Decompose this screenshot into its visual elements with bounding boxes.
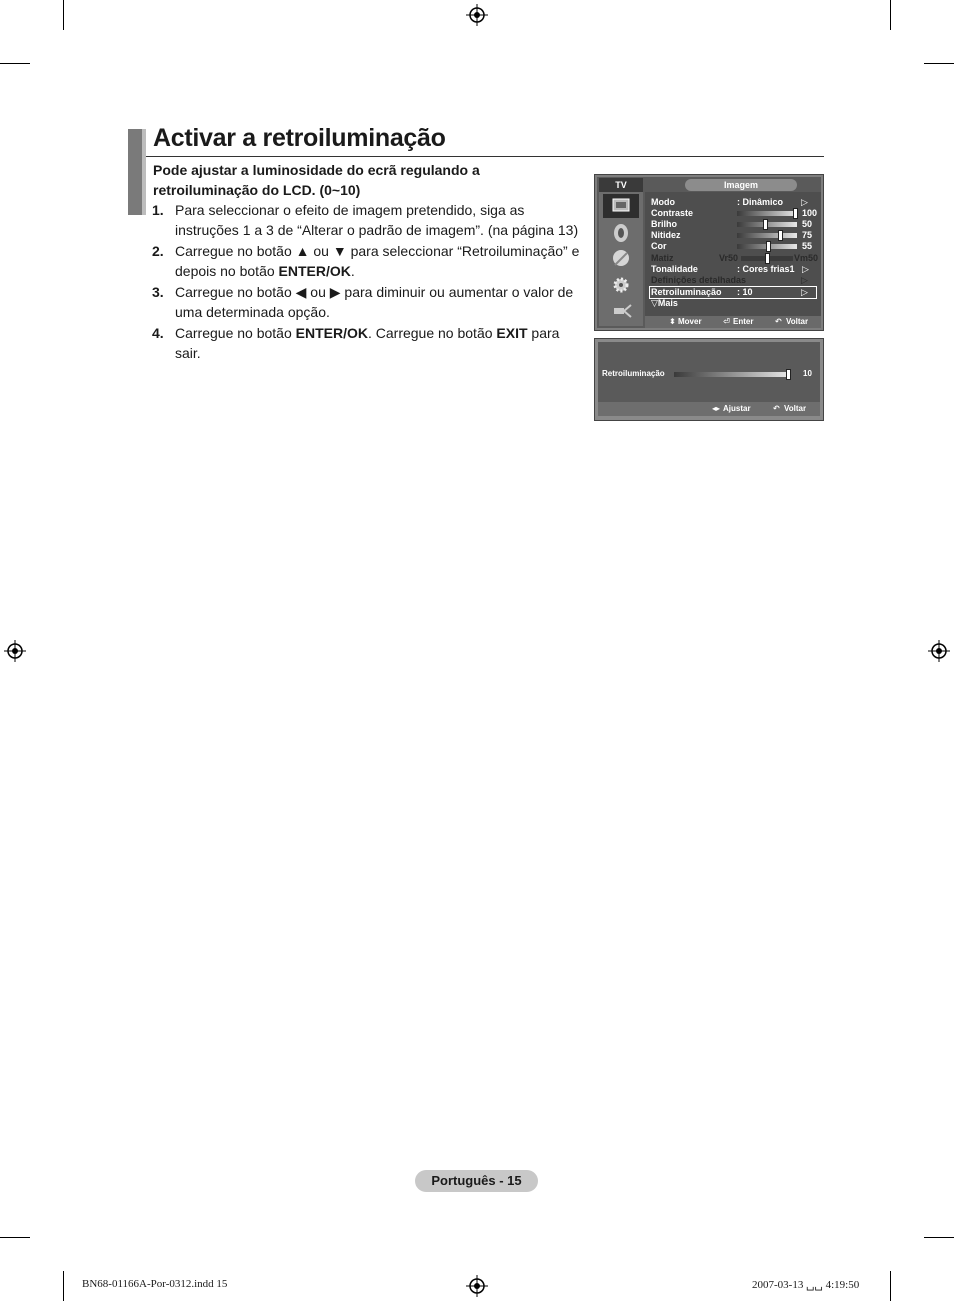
- crop-mark: [924, 63, 954, 64]
- menu-item-contraste[interactable]: Contraste: [651, 208, 694, 218]
- step-text: Carregue no botão ▲ ou ▼ para seleccionar “Retroiluminação” e depois no botão: [175, 243, 580, 279]
- step-item: [152, 283, 582, 322]
- crop-mark: [890, 0, 891, 30]
- step-item: [152, 242, 582, 281]
- intro-text: Pode ajustar a luminosidade do ecrã regulando a retroiluminação do LCD. (0~10): [153, 162, 480, 198]
- title-accent-bar: [128, 129, 142, 215]
- matiz-right-value: Vm50: [794, 253, 819, 263]
- retroiluminacao-slider[interactable]: [674, 372, 790, 377]
- menu-item-mais[interactable]: ▽Mais: [651, 298, 678, 308]
- date-slug: 2007-03-13 ␣␣ 4:19:50: [752, 1279, 860, 1291]
- slider-knob: [765, 253, 770, 264]
- crop-mark: [63, 1271, 64, 1301]
- move-icon: ⬍: [669, 317, 676, 326]
- registration-mark-icon: [466, 1275, 488, 1297]
- menu-value-cor: 55: [802, 241, 813, 251]
- contraste-slider[interactable]: [737, 211, 797, 216]
- step-item: [152, 324, 582, 363]
- button-name: ENTER/OK: [278, 262, 351, 279]
- cor-slider[interactable]: [737, 244, 797, 249]
- adjust-value: 10: [803, 369, 812, 378]
- arrow-right-icon: ▷: [801, 287, 808, 297]
- crop-mark: [0, 1237, 30, 1238]
- menu-title: Imagem: [685, 179, 797, 191]
- button-name: EXIT: [496, 325, 528, 341]
- menu-item-definicoes: Definições detalhadas: [651, 275, 747, 285]
- page-number: Português - 15: [415, 1170, 538, 1192]
- setup-icon: [603, 273, 639, 297]
- menu-icon-column: [599, 192, 643, 326]
- adjust-panel: [598, 342, 820, 402]
- crop-mark: [890, 1271, 891, 1301]
- menu-item-matiz: Matiz: [651, 253, 674, 263]
- menu-value-nitidez: 75: [802, 230, 813, 240]
- menu-value-brilho: 50: [802, 219, 813, 229]
- arrow-right-icon: ▷: [802, 264, 809, 274]
- menu-value-retroiluminacao: : 10: [737, 287, 753, 297]
- steps-list: [152, 201, 582, 365]
- step-number: 3.: [152, 284, 164, 300]
- back-icon: ↶: [775, 317, 782, 326]
- button-name: ENTER/OK: [295, 325, 368, 341]
- menu-item-cor[interactable]: Cor: [651, 241, 667, 251]
- menu-item-modo[interactable]: Modo: [651, 197, 675, 207]
- nitidez-slider[interactable]: [737, 233, 797, 238]
- step-text: Carregue no botão ◀ ou ▶ para diminuir ou aumentar o valor de uma determinada opção.: [175, 284, 574, 320]
- input-icon: [603, 299, 639, 323]
- adjust-label: Retroiluminação: [602, 369, 665, 378]
- menu-item-retroiluminacao[interactable]: Retroiluminação: [651, 287, 722, 297]
- menu-item-brilho[interactable]: Brilho: [651, 219, 677, 229]
- menu-list: [645, 192, 821, 316]
- registration-mark-icon: [466, 4, 488, 26]
- step-number: 4.: [152, 325, 164, 341]
- page-title: Activar a retroiluminação: [153, 124, 446, 152]
- slider-knob[interactable]: [786, 369, 791, 380]
- step-text: Para seleccionar o efeito de imagem pretendido, siga as instruções 1 a 3 de “Alterar o padrão de imagem”. (na página 13): [175, 202, 579, 238]
- left-right-icon: ◂▸: [712, 404, 721, 413]
- menu-item-tonalidade[interactable]: Tonalidade: [651, 264, 698, 274]
- slider-knob[interactable]: [766, 241, 771, 252]
- file-slug: BN68-01166A-Por-0312.indd 15: [82, 1278, 228, 1290]
- footer-back: Voltar: [784, 404, 807, 413]
- arrow-right-icon: ▷: [801, 197, 808, 207]
- step-text: . Carregue no botão: [367, 325, 497, 341]
- footer-enter: Enter: [733, 317, 754, 326]
- step-number: 1.: [152, 202, 164, 218]
- menu-item-nitidez[interactable]: Nitidez: [651, 230, 681, 240]
- crop-mark: [924, 1237, 954, 1238]
- footer-adjust: Ajustar: [723, 404, 751, 413]
- tv-adjust-screenshot: [594, 338, 824, 421]
- step-text: .: [350, 262, 355, 279]
- arrow-right-icon: ▷: [801, 275, 808, 285]
- matiz-slider: [741, 256, 793, 261]
- menu-footer: [645, 316, 821, 328]
- brilho-slider[interactable]: [737, 222, 797, 227]
- step-number: 2.: [152, 243, 164, 259]
- picture-icon: [603, 194, 639, 218]
- registration-mark-icon: [928, 640, 950, 662]
- step-text: para sair.: [175, 325, 560, 361]
- crop-mark: [0, 63, 30, 64]
- adjust-footer: [598, 402, 820, 416]
- slider-knob[interactable]: [793, 208, 798, 219]
- title-accent-bar: [142, 129, 146, 215]
- tv-menu-panel: [597, 177, 821, 328]
- slider-knob[interactable]: [763, 219, 768, 230]
- step-text: Carregue no botão: [175, 325, 296, 341]
- slider-knob[interactable]: [778, 230, 783, 241]
- back-icon: ↶: [773, 404, 780, 413]
- registration-mark-icon: [4, 640, 26, 662]
- footer-move: Mover: [678, 317, 702, 326]
- menu-value-contraste: 100: [802, 208, 818, 218]
- footer-back: Voltar: [786, 317, 809, 326]
- menu-value-tonalidade: : Cores frias1: [737, 264, 795, 274]
- source-label: TV: [599, 178, 643, 192]
- sound-icon: [603, 221, 639, 245]
- enter-icon: ⏎: [723, 317, 730, 326]
- menu-value-modo: : Dinâmico: [737, 197, 784, 207]
- matiz-left-value: Vr50: [719, 253, 739, 263]
- channel-icon: [603, 247, 639, 271]
- title-rule: [146, 156, 824, 157]
- tv-menu-screenshot: [594, 174, 824, 331]
- crop-mark: [63, 0, 64, 30]
- step-item: [152, 201, 582, 240]
